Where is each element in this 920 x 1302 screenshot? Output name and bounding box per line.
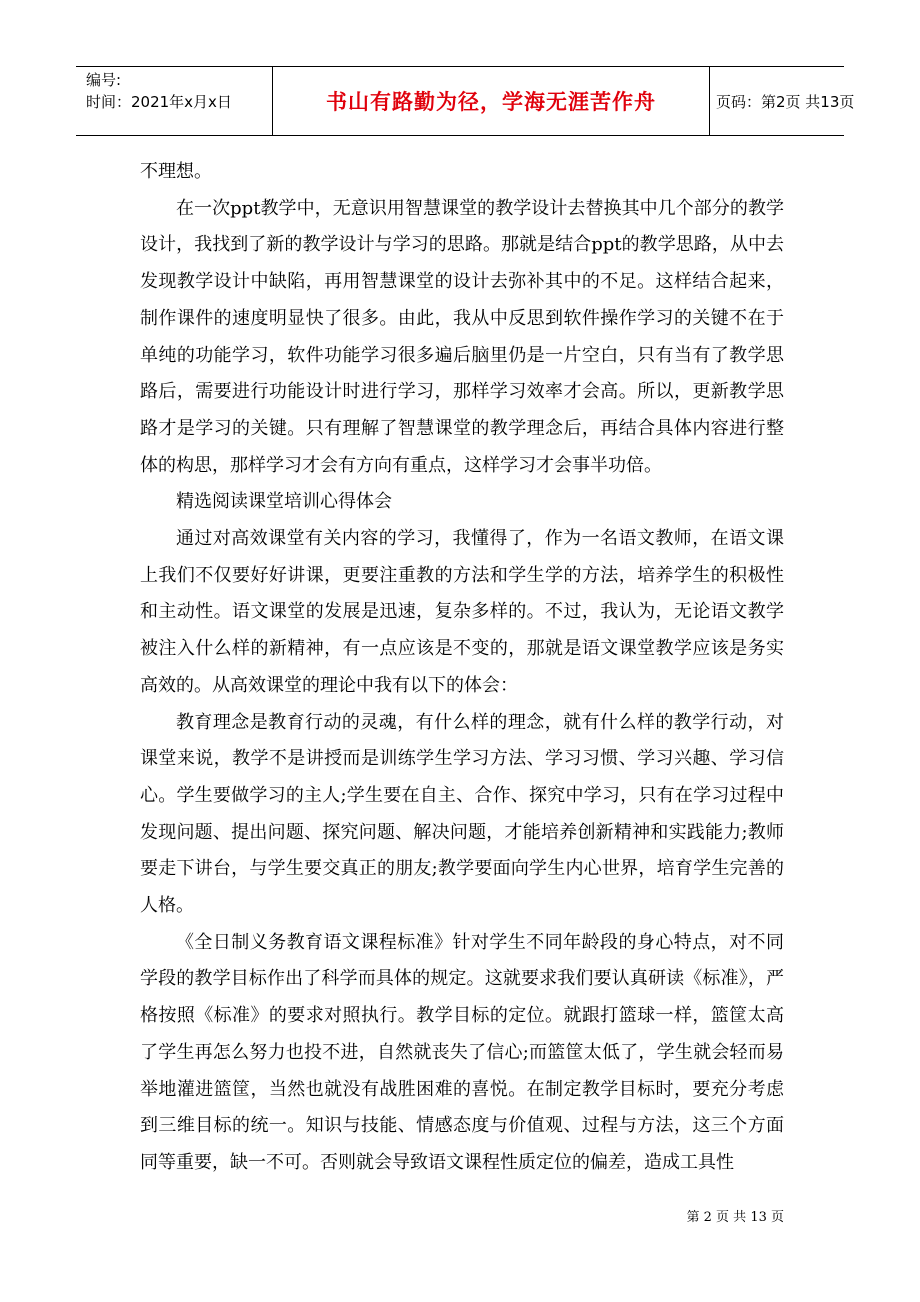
header-motto: 书山有路勤为径，学海无涯苦作舟: [326, 90, 656, 114]
paragraph: 在一次ppt教学中，无意识用智慧课堂的教学设计去替换其中几个部分的教学设计，我找到了新的教学设计与学习的思路。那就是结合ppt的教学思路，从中去发现教学设计中缺陷，再用智慧课堂的设计去弥补其中的不足。这样结合起来，制作课件的速度明显快了很多。由此，我从中反思到软件操作学习的关键不在于单纯的功能学习，软件功能学习很多遍后脑里仍是一片空白，只有当有了教学思路后，需要进行功能设计时进行学习，那样学习效率才会高。所以，更新教学思路才是学习的关键。只有理解了智慧课堂的教学理念后，再结合具体内容进行整体的构思，那样学习才会有方向有重点，这样学习才会事半功倍。: [140, 197, 784, 476]
document-body: [140, 154, 784, 1182]
paragraph: 教育理念是教育行动的灵魂，有什么样的理念，就有什么样的教学行动，对课堂来说，教学不是讲授而是训练学生学习方法、学习习惯、学习兴趣、学习信心。学生要做学习的主人;学生要在自主、合作、探究中学习，只有在学习过程中发现问题、提出问题、探究问题、解决问题，才能培养创新精神和实践能力;教师要走下讲台，与学生要交真正的朋友;教学要面向学生内心世界，培育学生完善的人格。: [140, 711, 784, 917]
document-number-label: 编号:: [86, 71, 122, 89]
header-meta: [76, 67, 272, 135]
header-motto-cell: [272, 67, 710, 135]
header-page-cell: [710, 67, 855, 135]
paragraph-continuation: 不理想。: [140, 161, 212, 182]
paragraph: 《全日制义务教育语文课程标准》针对学生不同年龄段的身心特点，对不同学段的教学目标作出了科学而具体的规定。这就要求我们要认真研读《标准》，严格按照《标准》的要求对照执行。教学目标的定位。就跟打篮球一样，篮筐太高了学生再怎么努力也投不进，自然就丧失了信心;而篮筐太低了，学生就会轻而易举地灌进篮筐，当然也就没有战胜困难的喜悦。在制定教学目标时，要充分考虑到三维目标的统一。知识与技能、情感态度与价值观、过程与方法，这三个方面同等重要，缺一不可。否则就会导致语文课程性质定位的偏差，造成工具性: [140, 931, 784, 1173]
header-page-code: 页码：第2页 共13页: [716, 92, 855, 111]
page-header: [76, 66, 855, 136]
document-date-label: 时间：2021年x月x日: [86, 93, 232, 111]
section-heading: 精选阅读课堂培训心得体会: [176, 491, 392, 513]
paragraph: 通过对高效课堂有关内容的学习，我懂得了，作为一名语文教师，在语文课上我们不仅要好好讲课，更要注重教的方法和学生学的方法，培养学生的积极性和主动性。语文课堂的发展是迅速，复杂多样的。不过，我认为，无论语文教学被注入什么样的新精神，有一点应该是不变的，那就是语文课堂教学应该是务实高效的。从高效课堂的理论中我有以下的体会：: [140, 528, 784, 696]
page-footer: 第 2 页 共 13 页: [686, 1210, 784, 1225]
